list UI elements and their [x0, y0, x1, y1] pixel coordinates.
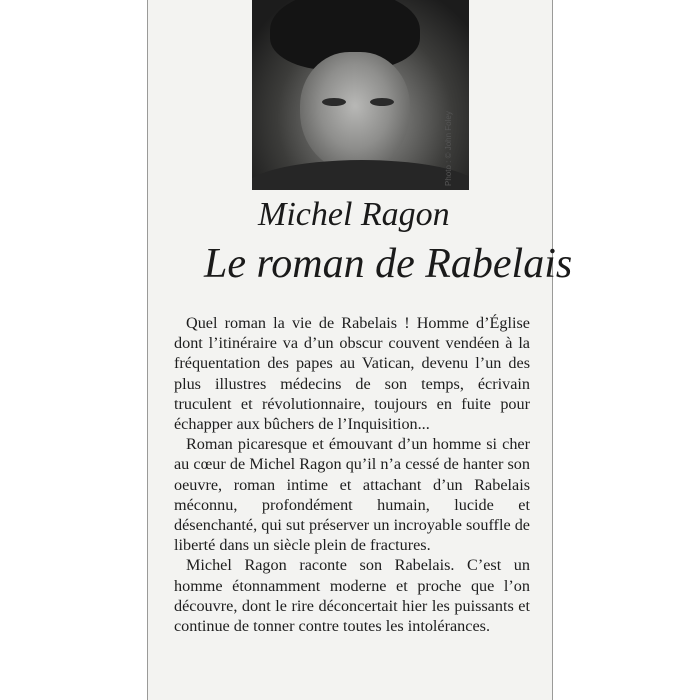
photo-credit: Photo : © John Foley	[444, 111, 453, 186]
blurb-paragraph-2: Roman picaresque et émouvant d’un homme si cher au cœur de Michel Ragon qu’il n’a cessé de hanter son oeuvre, roman intime et attachant d’un Rabelais méconnu, profondément humain, lucide et désenchanté, qui sut préserver un incroyable souffle de liberté dans un siècle plein de fractures.	[174, 435, 530, 555]
author-name: Michel Ragon	[258, 196, 450, 233]
author-photo	[252, 0, 469, 190]
blurb-paragraph-1: Quel roman la vie de Rabelais ! Homme d’Église dont l’itinéraire va d’un obscur couvent vendéen à la fréquentation des papes au Vatican, devenu l’un des plus illustres médecins de son temps, écrivain truculent et révolutionnaire, toujours en fuite pour échapper aux bûchers de l’Inquisition...	[174, 314, 530, 434]
blurb-paragraph-3: Michel Ragon raconte son Rabelais. C’est un homme étonnamment moderne et proche que l’on découvre, dont le rire déconcertait hier les puissants et continue de tonner contre toutes les intolérances.	[174, 556, 530, 636]
blurb-text	[174, 313, 530, 636]
book-title: Le roman de Rabelais	[204, 241, 573, 287]
